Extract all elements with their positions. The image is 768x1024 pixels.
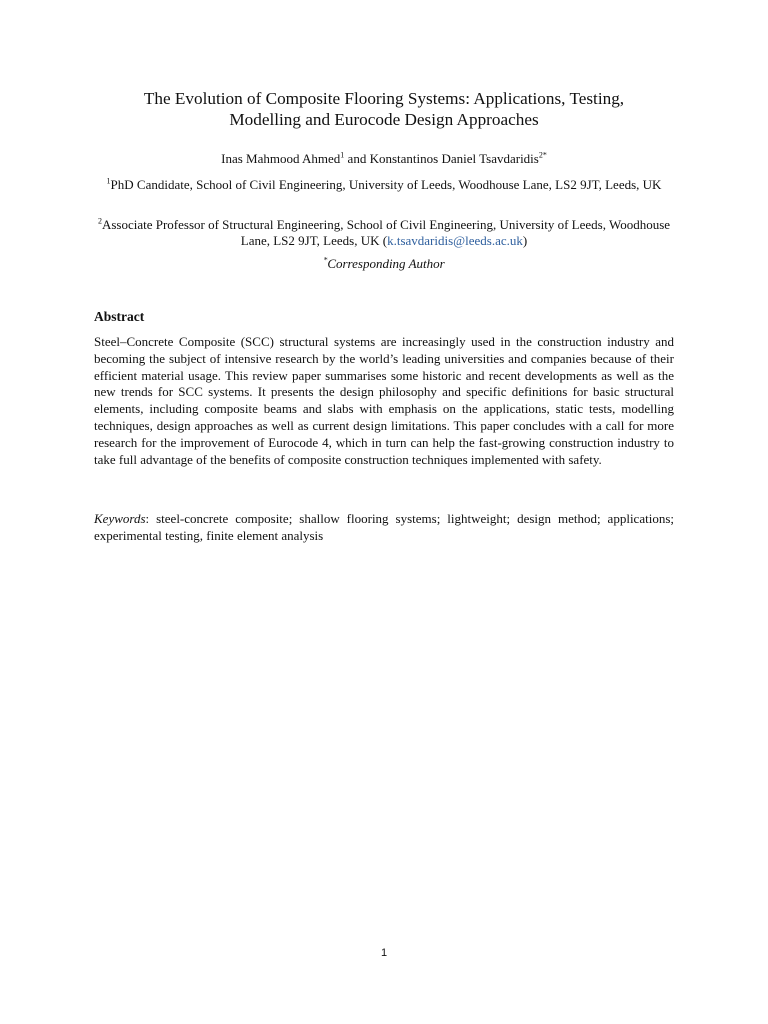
author-1-affiliation-marker: 1 (340, 150, 345, 160)
author-2-name: Konstantinos Daniel Tsavdaridis (369, 151, 539, 166)
affiliation-1 (94, 177, 674, 193)
affiliation-2-close: ) (522, 233, 528, 248)
abstract-heading: Abstract (94, 309, 145, 324)
paper-title-line-2: Modelling and Eurocode Design Approaches (229, 110, 539, 129)
corresponding-email-link[interactable]: k.tsavdaridis@leeds.ac.uk (387, 233, 523, 248)
affiliation-2-marker: 2 (97, 216, 102, 226)
keywords-label: Keywords (94, 511, 146, 526)
author-1-name: Inas Mahmood Ahmed (221, 151, 341, 166)
paper-title-line-1: The Evolution of Composite Flooring Systems: Applications, Testing, (143, 89, 625, 108)
affiliation-1-marker: 1 (106, 176, 111, 186)
affiliation-1-text: PhD Candidate, School of Civil Engineering, University of Leeds, Woodhouse Lane, LS2 9JT, Leeds, UK (110, 177, 662, 192)
page-number: 1 (380, 947, 388, 959)
abstract-body: Steel–Concrete Composite (SCC) structural systems are increasingly used in the construction industry and becoming the subject of intensive research by the world’s leading universities and companies because of their efficient material usage. This review paper summarises some historic and recent developments as well as the new trends for SCC systems. It presents the design philosophy and specific definitions for basic structural elements, including composite beams and slabs with emphasis on the applications, static tests, modelling techniques, design approaches as well as current design limitations. This paper concludes with a call for more research for the improvement of Eurocode 4, which in turn can help the fast-growing construction industry to take full advantage of the benefits of composite construction techniques implemented with safety. (94, 334, 674, 467)
author-connector: and (344, 151, 370, 166)
corresponding-marker: * (323, 255, 328, 265)
keywords-paragraph (94, 511, 674, 545)
corresponding-author-note (94, 256, 674, 272)
affiliation-2-text: Associate Professor of Structural Engineering, School of Civil Engineering, University of Leeds, Woodhouse Lane, LS2 9JT, Leeds, UK ( (101, 217, 671, 248)
affiliation-2 (94, 217, 674, 249)
keywords-text: : steel-concrete composite; shallow flooring systems; lightweight; design method; applications; experimental testing, finite element analysis (94, 511, 674, 543)
paper-title (94, 88, 674, 130)
author-list (94, 151, 674, 167)
corresponding-author-text: Corresponding Author (327, 256, 445, 271)
author-2-affiliation-marker: 2* (538, 150, 547, 160)
